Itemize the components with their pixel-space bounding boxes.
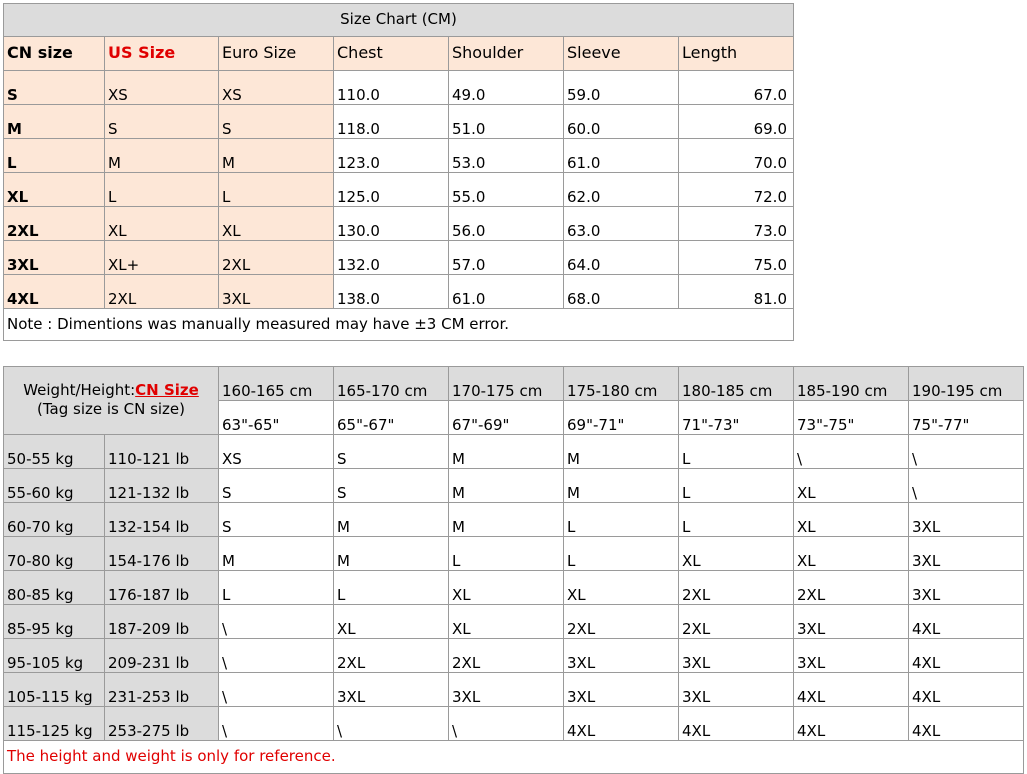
cell-cn-size: XL — [4, 173, 105, 207]
cell-shoulder: 61.0 — [449, 275, 564, 309]
cell-length: 67.0 — [679, 71, 794, 105]
recommended-size-cell: 4XL — [909, 707, 1024, 741]
weight-lb-cell: 154-176 lb — [105, 537, 219, 571]
cell-length: 69.0 — [679, 105, 794, 139]
cell-us-size: L — [105, 173, 219, 207]
weight-kg-cell: 95-105 kg — [4, 639, 105, 673]
recommended-size-cell: 3XL — [564, 673, 679, 707]
recommended-size-cell: 4XL — [564, 707, 679, 741]
recommended-size-cell: \ — [909, 469, 1024, 503]
recommended-size-cell: \ — [794, 435, 909, 469]
header-chest: Chest — [334, 37, 449, 71]
recommended-size-cell: \ — [219, 673, 334, 707]
cell-shoulder: 53.0 — [449, 139, 564, 173]
cell-chest: 118.0 — [334, 105, 449, 139]
recommended-size-cell: 2XL — [679, 571, 794, 605]
table-row — [4, 503, 1024, 537]
cell-sleeve: 63.0 — [564, 207, 679, 241]
recommended-size-cell: XL — [794, 537, 909, 571]
cell-chest: 132.0 — [334, 241, 449, 275]
weight-kg-cell: 80-85 kg — [4, 571, 105, 605]
recommended-size-cell: L — [564, 537, 679, 571]
height-in-header: 67"-69" — [449, 401, 564, 435]
header-sleeve: Sleeve — [564, 37, 679, 71]
cell-length: 73.0 — [679, 207, 794, 241]
recommended-size-cell: M — [449, 503, 564, 537]
table-row — [4, 707, 1024, 741]
recommended-size-cell: \ — [219, 639, 334, 673]
weight-lb-cell: 121-132 lb — [105, 469, 219, 503]
measurement-note: Note : Dimentions was manually measured may have ±3 CM error. — [4, 309, 794, 341]
table-row — [4, 275, 794, 309]
table-row — [4, 639, 1024, 673]
recommended-size-cell: 3XL — [794, 605, 909, 639]
recommended-size-cell: \ — [219, 707, 334, 741]
recommended-size-cell: 3XL — [679, 673, 794, 707]
cell-us-size: XL+ — [105, 241, 219, 275]
recommended-size-cell: 4XL — [909, 639, 1024, 673]
fit-chart-table — [3, 366, 1024, 774]
recommended-size-cell: 4XL — [794, 707, 909, 741]
cell-cn-size: 2XL — [4, 207, 105, 241]
height-cm-header: 180-185 cm — [679, 367, 794, 401]
table-row — [4, 469, 1024, 503]
cell-cn-size: S — [4, 71, 105, 105]
recommended-size-cell: XL — [449, 571, 564, 605]
recommended-size-cell: \ — [909, 435, 1024, 469]
recommended-size-cell: 3XL — [909, 537, 1024, 571]
table-row — [4, 241, 794, 275]
cell-length: 70.0 — [679, 139, 794, 173]
recommended-size-cell: S — [219, 503, 334, 537]
height-cm-header: 175-180 cm — [564, 367, 679, 401]
height-cm-header: 165-170 cm — [334, 367, 449, 401]
cell-sleeve: 61.0 — [564, 139, 679, 173]
weight-lb-cell: 231-253 lb — [105, 673, 219, 707]
recommended-size-cell: M — [334, 503, 449, 537]
cell-sleeve: 62.0 — [564, 173, 679, 207]
recommended-size-cell: \ — [334, 707, 449, 741]
weight-lb-cell: 132-154 lb — [105, 503, 219, 537]
cell-euro-size: 2XL — [219, 241, 334, 275]
cell-sleeve: 64.0 — [564, 241, 679, 275]
cell-us-size: XS — [105, 71, 219, 105]
recommended-size-cell: XS — [219, 435, 334, 469]
corner-label: Weight/Height: — [23, 381, 136, 400]
cell-cn-size: 3XL — [4, 241, 105, 275]
recommended-size-cell: S — [334, 469, 449, 503]
height-in-header: 73"-75" — [794, 401, 909, 435]
cell-chest: 123.0 — [334, 139, 449, 173]
cell-cn-size: 4XL — [4, 275, 105, 309]
recommended-size-cell: M — [449, 435, 564, 469]
height-in-header: 71"-73" — [679, 401, 794, 435]
recommended-size-cell: 4XL — [909, 673, 1024, 707]
recommended-size-cell: 2XL — [564, 605, 679, 639]
cell-us-size: 2XL — [105, 275, 219, 309]
recommended-size-cell: XL — [679, 537, 794, 571]
recommended-size-cell: M — [449, 469, 564, 503]
recommended-size-cell: 3XL — [794, 639, 909, 673]
cell-us-size: S — [105, 105, 219, 139]
header-shoulder: Shoulder — [449, 37, 564, 71]
recommended-size-cell: 4XL — [679, 707, 794, 741]
recommended-size-cell: 4XL — [909, 605, 1024, 639]
cell-cn-size: M — [4, 105, 105, 139]
recommended-size-cell: L — [679, 469, 794, 503]
cell-chest: 125.0 — [334, 173, 449, 207]
cell-shoulder: 51.0 — [449, 105, 564, 139]
recommended-size-cell: XL — [794, 469, 909, 503]
recommended-size-cell: 2XL — [794, 571, 909, 605]
header-us-size: US Size — [105, 37, 219, 71]
height-cm-header: 170-175 cm — [449, 367, 564, 401]
cell-length: 81.0 — [679, 275, 794, 309]
weight-kg-cell: 50-55 kg — [4, 435, 105, 469]
recommended-size-cell: 2XL — [679, 605, 794, 639]
recommended-size-cell: 3XL — [909, 503, 1024, 537]
recommended-size-cell: XL — [564, 571, 679, 605]
recommended-size-cell: M — [564, 469, 679, 503]
weight-kg-cell: 55-60 kg — [4, 469, 105, 503]
cell-length: 75.0 — [679, 241, 794, 275]
recommended-size-cell: M — [334, 537, 449, 571]
header-euro-size: Euro Size — [219, 37, 334, 71]
table-row — [4, 605, 1024, 639]
recommended-size-cell: M — [564, 435, 679, 469]
table-row — [4, 173, 794, 207]
table-row — [4, 537, 1024, 571]
height-cm-header: 190-195 cm — [909, 367, 1024, 401]
table-row — [4, 435, 1024, 469]
cell-us-size: XL — [105, 207, 219, 241]
height-in-header: 69"-71" — [564, 401, 679, 435]
recommended-size-cell: 3XL — [334, 673, 449, 707]
weight-lb-cell: 187-209 lb — [105, 605, 219, 639]
weight-kg-cell: 105-115 kg — [4, 673, 105, 707]
recommended-size-cell: S — [334, 435, 449, 469]
cell-sleeve: 68.0 — [564, 275, 679, 309]
weight-kg-cell: 60-70 kg — [4, 503, 105, 537]
height-cm-header: 160-165 cm — [219, 367, 334, 401]
recommended-size-cell: L — [679, 503, 794, 537]
recommended-size-cell: L — [219, 571, 334, 605]
cell-shoulder: 57.0 — [449, 241, 564, 275]
weight-kg-cell: 115-125 kg — [4, 707, 105, 741]
cell-sleeve: 60.0 — [564, 105, 679, 139]
table-row — [4, 207, 794, 241]
header-length: Length — [679, 37, 794, 71]
recommended-size-cell: 3XL — [679, 639, 794, 673]
recommended-size-cell: L — [449, 537, 564, 571]
cell-euro-size: XS — [219, 71, 334, 105]
weight-lb-cell: 176-187 lb — [105, 571, 219, 605]
cell-chest: 130.0 — [334, 207, 449, 241]
cell-euro-size: S — [219, 105, 334, 139]
cell-chest: 110.0 — [334, 71, 449, 105]
recommended-size-cell: 4XL — [794, 673, 909, 707]
recommended-size-cell: \ — [449, 707, 564, 741]
recommended-size-cell: XL — [449, 605, 564, 639]
weight-lb-cell: 253-275 lb — [105, 707, 219, 741]
cell-sleeve: 59.0 — [564, 71, 679, 105]
cell-shoulder: 56.0 — [449, 207, 564, 241]
cell-euro-size: XL — [219, 207, 334, 241]
fit-chart-corner-header — [4, 367, 219, 435]
recommended-size-cell: 3XL — [564, 639, 679, 673]
cell-cn-size: L — [4, 139, 105, 173]
cell-shoulder: 49.0 — [449, 71, 564, 105]
weight-kg-cell: 85-95 kg — [4, 605, 105, 639]
height-in-header: 63"-65" — [219, 401, 334, 435]
weight-lb-cell: 209-231 lb — [105, 639, 219, 673]
recommended-size-cell: 2XL — [334, 639, 449, 673]
tag-size-note: (Tag size is CN size) — [36, 400, 185, 418]
cell-length: 72.0 — [679, 173, 794, 207]
table-row — [4, 71, 794, 105]
recommended-size-cell: 3XL — [449, 673, 564, 707]
height-in-header: 75"-77" — [909, 401, 1024, 435]
recommended-size-cell: 2XL — [449, 639, 564, 673]
cell-euro-size: L — [219, 173, 334, 207]
recommended-size-cell: L — [564, 503, 679, 537]
cell-euro-size: 3XL — [219, 275, 334, 309]
cell-euro-size: M — [219, 139, 334, 173]
header-cn-size: CN size — [4, 37, 105, 71]
recommended-size-cell: XL — [334, 605, 449, 639]
cell-shoulder: 55.0 — [449, 173, 564, 207]
height-in-header: 65"-67" — [334, 401, 449, 435]
cn-size-label: CN Size — [135, 381, 199, 400]
table-row — [4, 571, 1024, 605]
recommended-size-cell: S — [219, 469, 334, 503]
recommended-size-cell: L — [679, 435, 794, 469]
cell-us-size: M — [105, 139, 219, 173]
cell-chest: 138.0 — [334, 275, 449, 309]
recommended-size-cell: M — [219, 537, 334, 571]
size-chart-table — [3, 3, 794, 341]
recommended-size-cell: XL — [794, 503, 909, 537]
reference-note: The height and weight is only for reference. — [4, 741, 1024, 774]
size-chart-title: Size Chart (CM) — [4, 4, 794, 37]
table-row — [4, 105, 794, 139]
recommended-size-cell: 3XL — [909, 571, 1024, 605]
weight-lb-cell: 110-121 lb — [105, 435, 219, 469]
weight-kg-cell: 70-80 kg — [4, 537, 105, 571]
table-row — [4, 673, 1024, 707]
recommended-size-cell: L — [334, 571, 449, 605]
height-cm-header: 185-190 cm — [794, 367, 909, 401]
table-row — [4, 139, 794, 173]
recommended-size-cell: \ — [219, 605, 334, 639]
